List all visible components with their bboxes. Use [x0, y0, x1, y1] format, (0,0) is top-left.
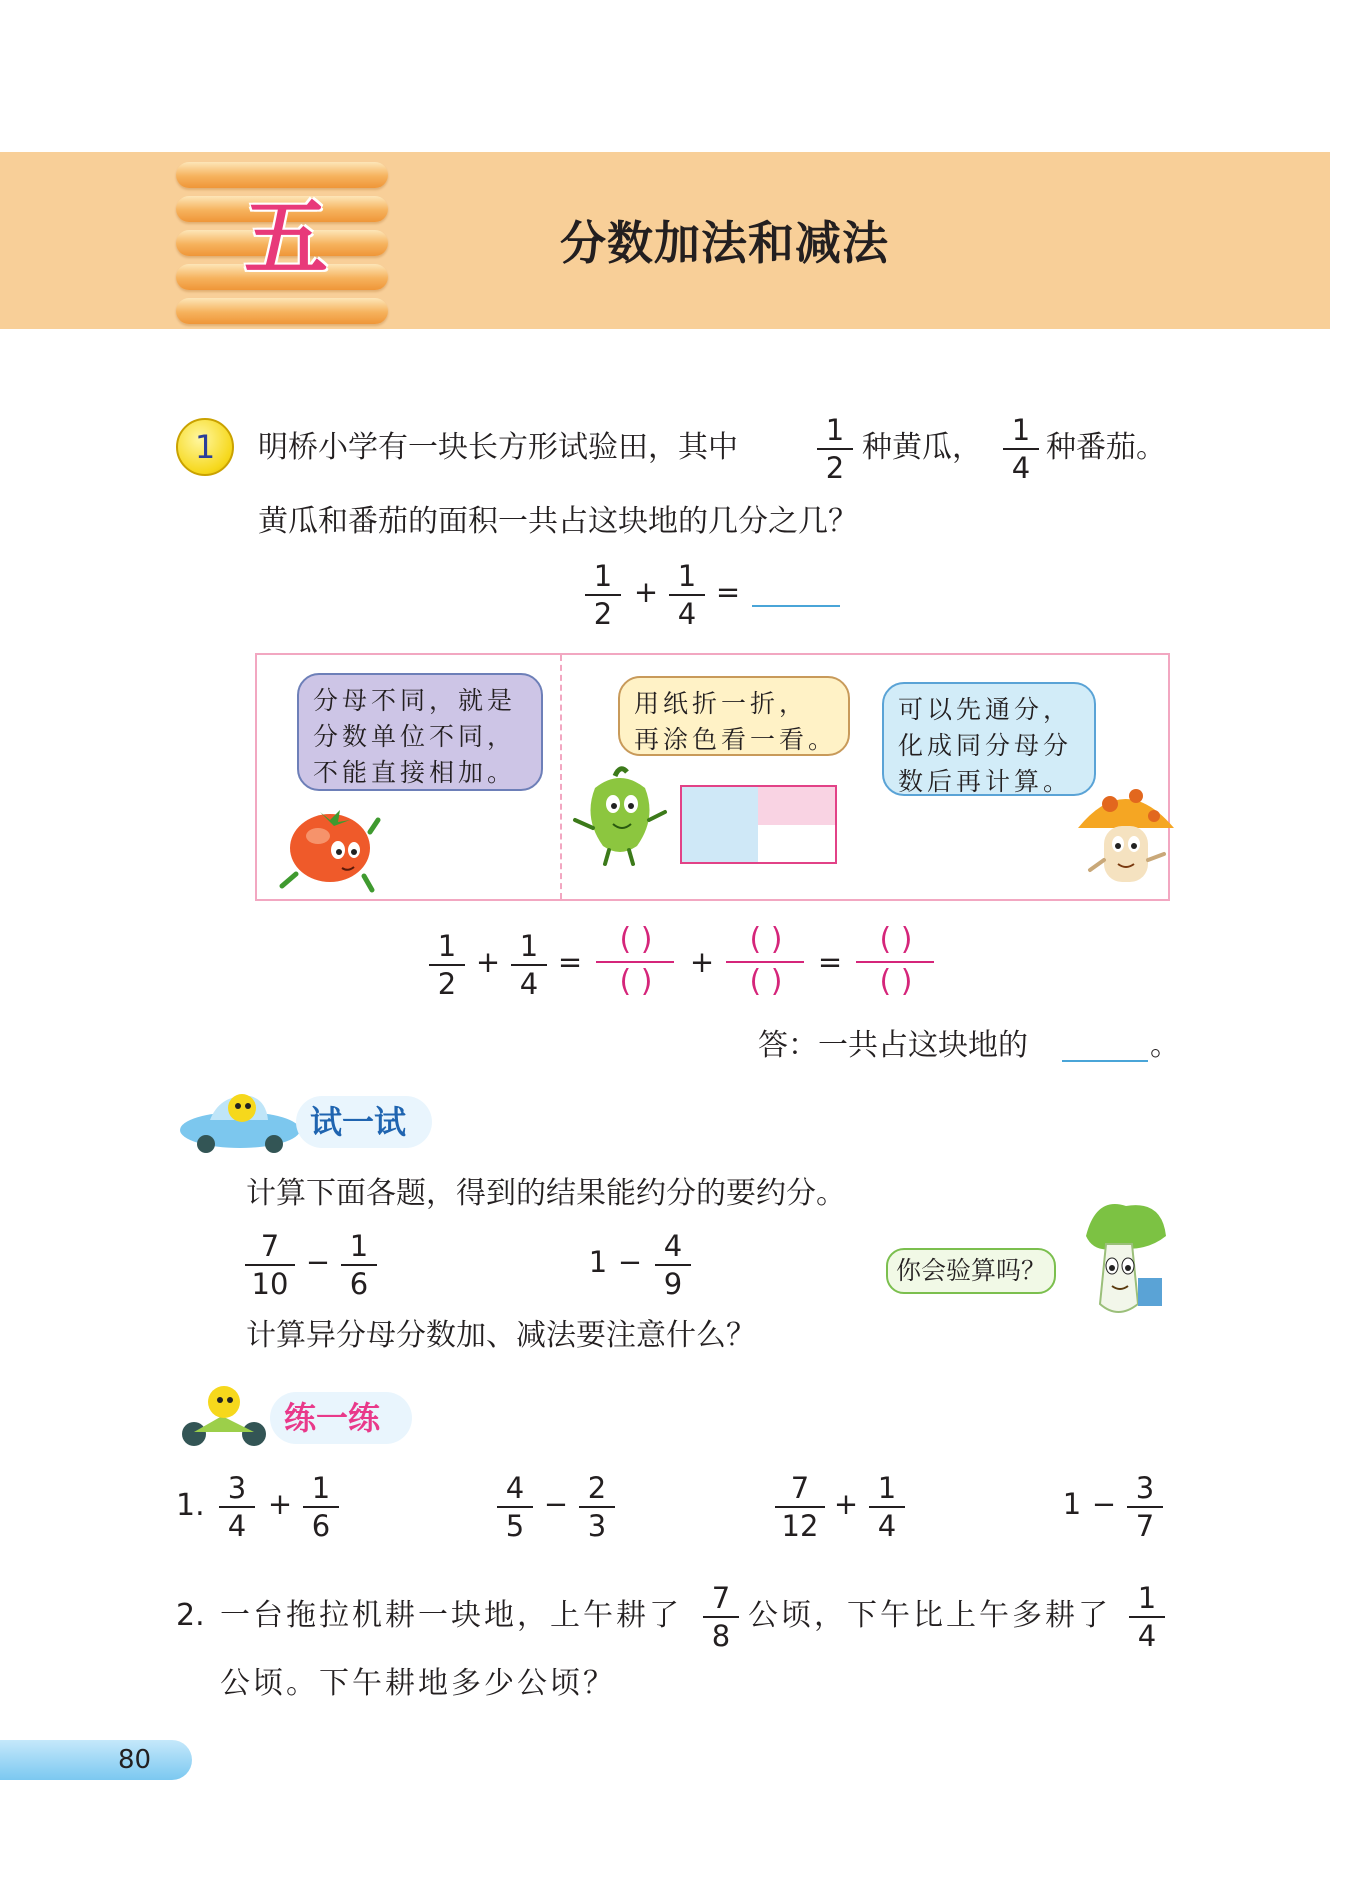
eq2-plus-2: + — [689, 945, 715, 979]
ex1-item3-fraction-a: 7 12 — [774, 1470, 826, 1544]
ex1-item2-fraction-b: 2 3 — [578, 1470, 616, 1544]
try-q1-fraction-a: 7 10 — [244, 1228, 296, 1302]
try-q2-whole: 1 — [588, 1245, 608, 1279]
speech-bubble-mushroom: 可以先通分， 化成同分母分 数后再计算。 — [882, 682, 1096, 796]
ex1-item1-fraction-a: 3 4 — [218, 1470, 256, 1544]
section-tag-try: 试一试 — [296, 1096, 432, 1148]
problem-question: 黄瓜和番茄的面积一共占这块地的几分之几？ — [258, 504, 858, 539]
chapter-title: 分数加法和减法 — [560, 216, 889, 270]
ex1-item4-whole: 1 — [1062, 1487, 1082, 1521]
answer-text: 答：一共占这块地的 — [758, 1028, 1028, 1063]
ex1-item4-fraction: 3 7 — [1126, 1470, 1164, 1544]
try-question: 计算异分母分数加、减法要注意什么？ — [246, 1318, 756, 1353]
pepper-character-icon — [565, 758, 675, 868]
answer-blank[interactable] — [1062, 1060, 1148, 1062]
ex1-item3-op: + — [833, 1487, 859, 1521]
problem-text-part3: 种番茄。 — [1046, 430, 1166, 465]
eq2-fraction-b: 1 4 — [510, 928, 548, 1002]
try-q1-minus: − — [305, 1245, 331, 1279]
blank-fraction-bar-2 — [726, 961, 804, 963]
quarter-shaded-pink — [758, 787, 835, 825]
ex1-item4-op: − — [1091, 1487, 1117, 1521]
exercise-2-fraction-morning: 7 8 — [702, 1580, 740, 1654]
speech-bubble-pepper: 用纸折一折， 再涂色看一看。 — [618, 676, 850, 756]
eq1-equals: = — [715, 575, 741, 609]
discussion-divider — [560, 655, 562, 899]
cabbage-character-icon — [1066, 1196, 1172, 1326]
try-instruction: 计算下面各题，得到的结果能约分的要约分。 — [246, 1176, 846, 1211]
page-number: 80 — [118, 1745, 152, 1775]
blank-numerator-1[interactable]: ( ) — [619, 922, 653, 957]
blank-denominator-3[interactable]: ( ) — [879, 964, 913, 999]
eq1-fraction-b: 1 4 — [668, 558, 706, 632]
ex1-item2-op: − — [543, 1487, 569, 1521]
fraction-cucumber: 1 2 — [816, 412, 854, 486]
exercise-2-fraction-extra: 1 4 — [1128, 1580, 1166, 1654]
ex1-item1-fraction-b: 1 6 — [302, 1470, 340, 1544]
chapter-number: 五 — [243, 188, 328, 287]
try-q1-fraction-b: 1 6 — [340, 1228, 378, 1302]
exercise-2-text-c: 公顷。下午耕地多少公顷？ — [220, 1666, 616, 1701]
ex1-item1-op: + — [267, 1487, 293, 1521]
ex1-item3-fraction-b: 1 4 — [868, 1470, 906, 1544]
blank-numerator-2[interactable]: ( ) — [749, 922, 783, 957]
car-character-icon — [176, 1086, 306, 1154]
eq2-equals-2: = — [817, 945, 843, 979]
blank-numerator-3[interactable]: ( ) — [879, 922, 913, 957]
problem-text-part2: 种黄瓜， — [862, 430, 982, 465]
fraction-tomato: 1 4 — [1002, 412, 1040, 486]
exercise-2-text-a: 一台拖拉机耕一块地，上午耕了 — [220, 1598, 682, 1633]
exercise-2-label: 2. — [176, 1598, 205, 1633]
eq1-answer-blank[interactable] — [752, 605, 840, 607]
try-q2-fraction: 4 9 — [654, 1228, 692, 1302]
problem-text-part1: 明桥小学有一块长方形试验田，其中 — [258, 430, 738, 465]
eq1-fraction-a: 1 2 — [584, 558, 622, 632]
tomato-character-icon — [268, 790, 388, 895]
exercise-2-text-b: 公顷，下午比上午多耕了 — [748, 1598, 1111, 1633]
blank-denominator-2[interactable]: ( ) — [749, 964, 783, 999]
eq2-fraction-a: 1 2 — [428, 928, 466, 1002]
speech-bubble-tomato: 分母不同，就是 分数单位不同， 不能直接相加。 — [297, 673, 543, 791]
motorbike-character-icon — [172, 1382, 276, 1450]
answer-period: 。 — [1150, 1028, 1180, 1063]
eq2-equals: = — [557, 945, 583, 979]
eq2-plus: + — [475, 945, 501, 979]
section-tag-practice: 练一练 — [270, 1392, 412, 1444]
exercise-1-label: 1. — [176, 1488, 205, 1523]
half-shaded-blue — [682, 787, 758, 862]
problem-number-badge: 1 — [176, 418, 234, 476]
blank-fraction-bar-3 — [856, 961, 934, 963]
verify-hint-bubble: 你会验算吗？ — [886, 1248, 1056, 1294]
folded-paper-diagram — [680, 785, 837, 864]
try-q2-minus: − — [617, 1245, 643, 1279]
ex1-item2-fraction-a: 4 5 — [496, 1470, 534, 1544]
mushroom-character-icon — [1070, 770, 1180, 900]
blank-denominator-1[interactable]: ( ) — [619, 964, 653, 999]
eq1-plus: + — [633, 575, 659, 609]
blank-fraction-bar-1 — [596, 961, 674, 963]
